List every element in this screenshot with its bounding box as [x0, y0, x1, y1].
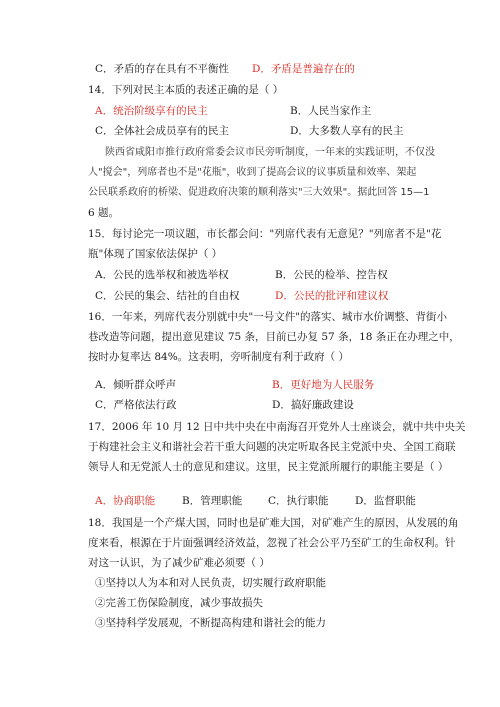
q15-option-b: B．公民的检举、控告权: [275, 269, 388, 281]
q17-option-b: B．管理职能: [182, 495, 243, 507]
q16-option-d: D．搞好廉政建设: [272, 399, 354, 411]
q15-option-d: D．公民的批评和建议权: [275, 290, 389, 302]
q16-stem-line-2: 巷改造等问题，提出意见建议 75 条，目前已办复 57 条，18 条正在办理之中，: [88, 331, 460, 343]
q17-option-c: C．执行职能: [268, 495, 329, 507]
q14-option-c: C．全体社会成员享有的民主: [95, 125, 230, 137]
q16-option-a: A．倾听群众呼声: [95, 379, 177, 391]
q17-option-a: A．协商职能: [95, 495, 156, 507]
q15-option-a: A．公民的选举权和被选举权: [95, 269, 229, 281]
q16-stem-line-3: 按时办复率达 84%。这表明，旁听制度有利于政府（ ）: [88, 351, 350, 363]
q17-stem-line-1: 17．2006 年 10 月 12 日中共中央在中南海召开党外人士座谈会，就中共中央关: [88, 421, 466, 433]
q18-stem-line-1: 18．我国是一个产煤大国，同时也是矿难大国，对矿难产生的原因，从发展的角: [88, 517, 459, 529]
q14-option-a: A．统治阶级享有的民主: [95, 105, 208, 117]
q18-stem-line-2: 度来看，根源在于片面强调经济效益，忽视了社会公平乃至矿工的生命权利。针: [88, 537, 456, 549]
q15-option-c: C．公民的集会、结社的自由权: [95, 290, 240, 302]
q13-option-c: C．矛盾的存在具有不平衡性: [95, 63, 230, 75]
q15-stem-line-2: 瓶"体现了国家依法保护（ ）: [88, 248, 223, 260]
q18-item-1: ①坚持以人为本和对人民负责，切实履行政府职能: [95, 577, 326, 589]
q17-stem-line-3: 领导人和无党派人士的意见和建议。这里，民主党派所履行的职能主要是（ ）: [88, 461, 449, 473]
q16-option-b: B．更好地为人民服务: [272, 379, 375, 391]
q16-stem-line-1: 16．一年来，列席代表分别就中央"一号文件"的落实、城市水价调整、背街小: [88, 311, 448, 323]
q14-option-d: D．大多数人享有的民主: [290, 125, 404, 137]
q17-option-d: D．监督职能: [355, 495, 416, 507]
q14-stem: 14．下列对民主本质的表述正确的是（ ）: [88, 84, 284, 96]
material-line-3: 公民联系政府的桥梁、促进政府决策的顺利落实"三大效果"。据此回答 15—1: [88, 187, 430, 198]
q15-stem-line-1: 15．每讨论完一项议题，市长都会问："列席代表有无意见？"列席者不是"花: [88, 228, 442, 240]
material-line-1: 陕西省咸阳市推行政府常委会议市民旁听制度，一年来的实践证明，不仅没: [105, 147, 435, 158]
q18-stem-line-3: 对这一认识，为了减少矿难必须要（ ）: [88, 557, 270, 569]
q13-option-d: D．矛盾是普遍存在的: [252, 63, 355, 75]
q18-item-2: ②完善工伤保险制度，减少事故损失: [95, 597, 263, 609]
q16-option-c: C．严格依法行政: [95, 399, 177, 411]
q18-item-3: ③坚持科学发展观，不断提高构建和谐社会的能力: [95, 617, 326, 629]
q14-option-b: B．人民当家作主: [290, 105, 372, 117]
material-line-2: 人"搅会"，列席者也不是"花瓶"，收到了提高会议的议事质量和效率、架起: [88, 167, 417, 178]
material-line-4: 6 题。: [88, 207, 120, 219]
q17-stem-line-2: 于构建社会主义和谐社会若干重大问题的决定听取各民主党派中央、全国工商联: [88, 441, 456, 453]
